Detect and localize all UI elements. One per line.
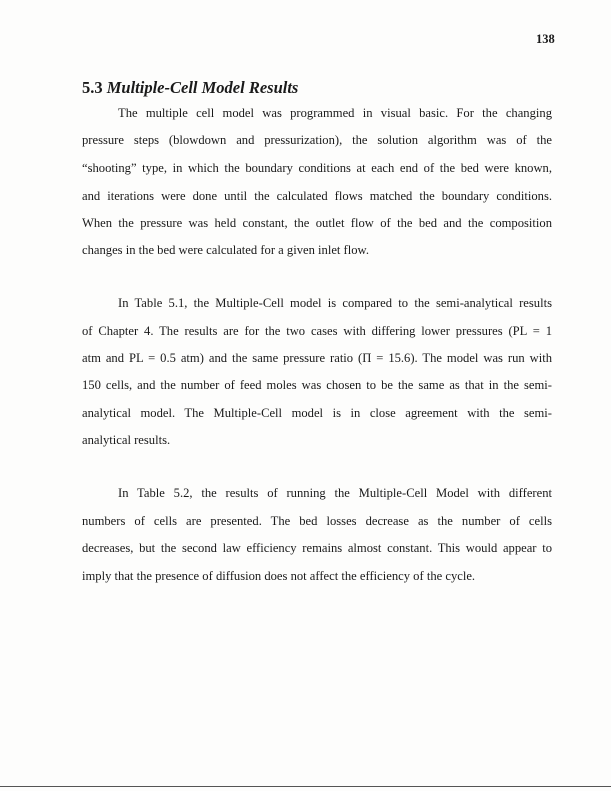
paragraph-2-line: In Table 5.1, the Multiple-Cell model is compared to the semi-analytical results — [118, 296, 552, 310]
paragraph-1-line: “shooting” type, in which the boundary conditions at each end of the bed were known, — [82, 161, 552, 175]
paragraph-3-line: decreases, but the second law efficiency remains almost constant. This would appear to — [82, 541, 552, 555]
paragraph-1-line: and iterations were done until the calculated flows matched the boundary conditions. — [82, 189, 552, 203]
page-number: 138 — [536, 32, 555, 46]
paragraph-1-line: The multiple cell model was programmed in visual basic. For the changing — [118, 106, 552, 120]
paragraph-2-line: of Chapter 4. The results are for the two cases with differing lower pressures (PL = 1 — [82, 324, 552, 338]
paragraph-3-line: imply that the presence of diffusion does not affect the efficiency of the cycle. — [82, 569, 476, 583]
paragraph-3-line: In Table 5.2, the results of running the Multiple-Cell Model with different — [118, 486, 552, 500]
paragraph-2-line: 150 cells, and the number of feed moles was chosen to be the same as that in the semi- — [82, 378, 552, 392]
paragraph-1-line: pressure steps (blowdown and pressurization), the solution algorithm was of the — [82, 133, 552, 147]
section-heading — [82, 78, 298, 98]
paragraph-1-line: When the pressure was held constant, the outlet flow of the bed and the composition — [82, 216, 552, 230]
section-number: 5.3 — [82, 78, 103, 97]
page-edge-line — [0, 786, 611, 787]
paragraph-2-line: atm and PL = 0.5 atm) and the same pressure ratio (Π = 15.6). The model was run with — [82, 351, 552, 365]
section-title: Multiple-Cell Model Results — [106, 78, 299, 97]
paragraph-2-line: analytical results. — [82, 433, 171, 447]
paragraph-1-line: changes in the bed were calculated for a given inlet flow. — [82, 243, 369, 257]
paragraph-2-line: analytical model. The Multiple-Cell model is in close agreement with the semi- — [82, 406, 552, 420]
paragraph-3-line: numbers of cells are presented. The bed losses decrease as the number of cells — [82, 514, 552, 528]
